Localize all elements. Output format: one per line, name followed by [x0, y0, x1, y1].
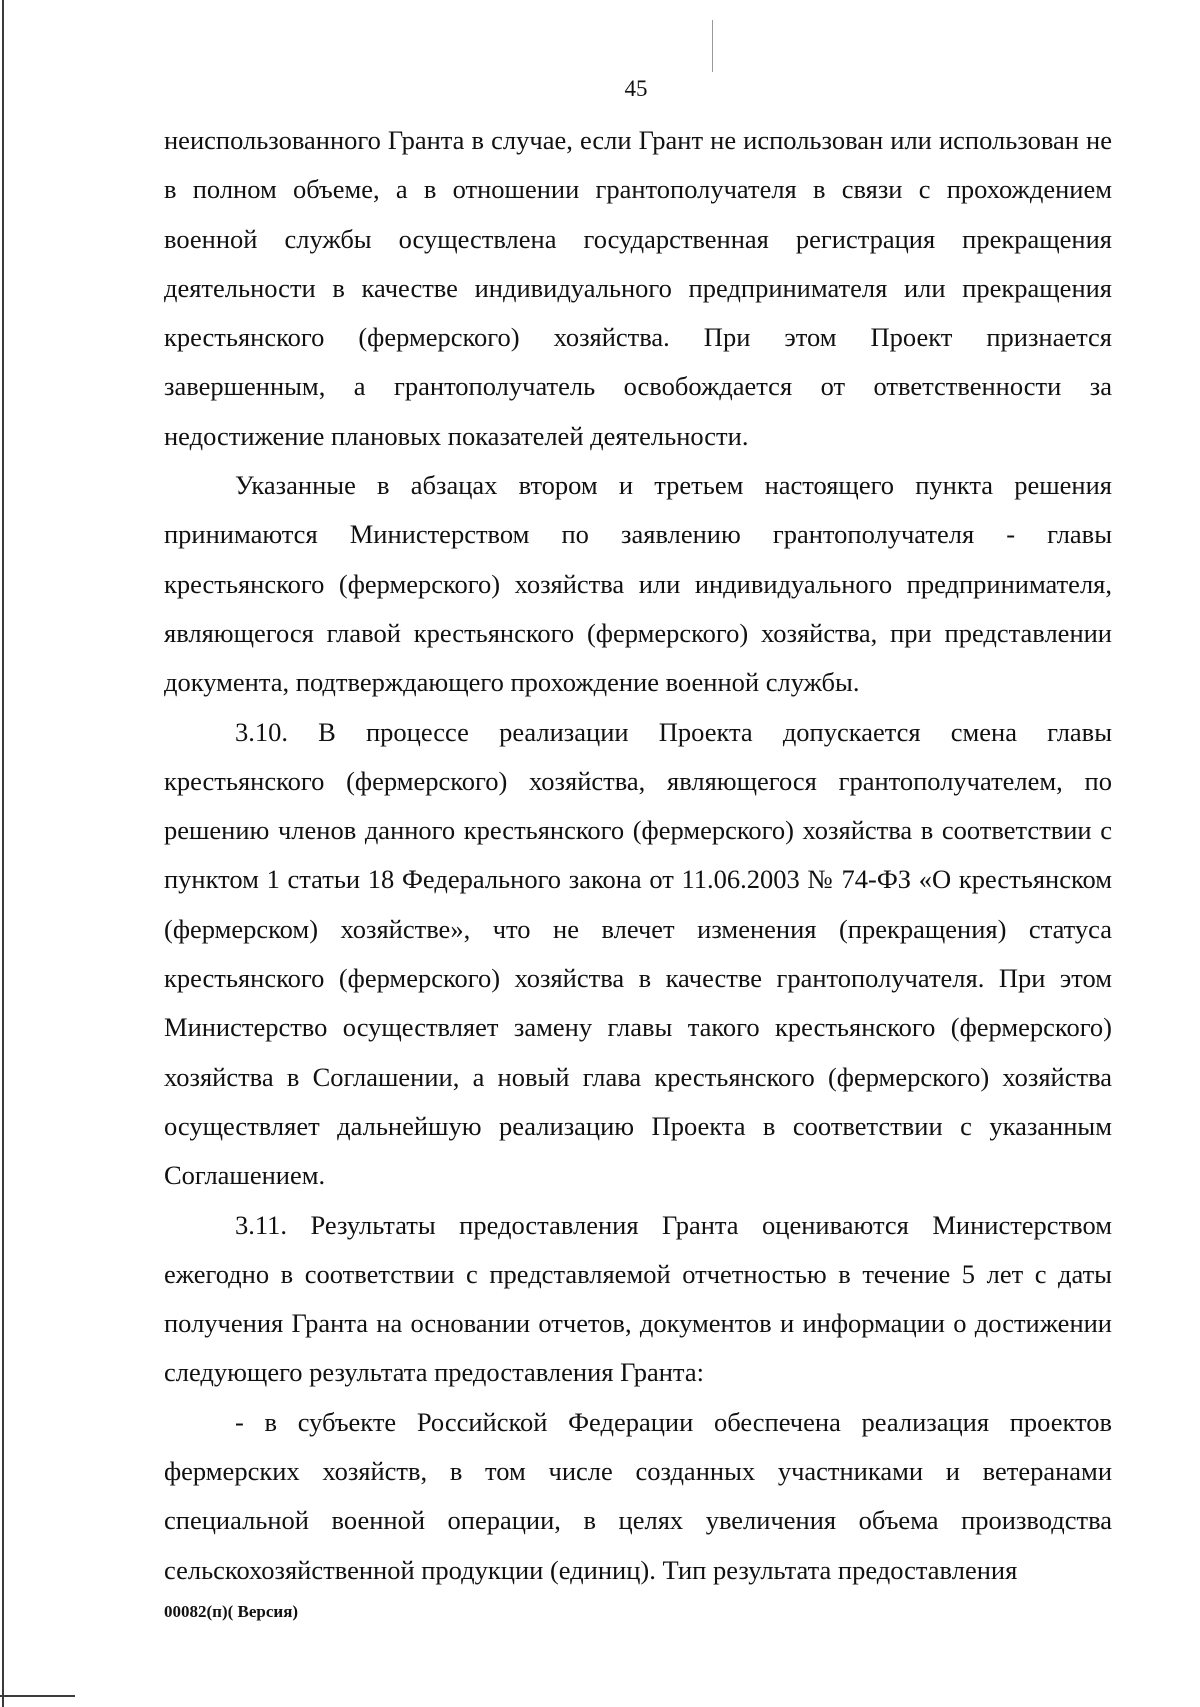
paragraph: Указанные в абзацах втором и третьем настоящего пункта решения принимаются Министерством по заявлению грантополучателя - главы крестьянского (фермерского) хозяйства или индивидуального предпринимателя, являющегося главой крестьянского (фермерского) хозяйства, при представлении документа, подтверждающего прохождение военной службы. — [164, 470, 1112, 698]
scan-edge-line — [2, 0, 4, 1707]
document-body — [164, 116, 1112, 1595]
paragraph-continuation: неиспользованного Гранта в случае, если Грант не использован или использован не в полном объеме, а в отношении грантополучателя в связи с прохождением военной службы осуществлена государственная регистрация прекращения деятельности в качестве индивидуального предпринимателя или прекращения крестьянского (фермерского) хозяйства. При этом Проект признается завершенным, а грантополучатель освобождается от ответственности за недостижение плановых показателей деятельности. — [164, 125, 1112, 451]
paragraph-3-11: 3.11. Результаты предоставления Гранта оцениваются Министерством ежегодно в соответствии с представляемой отчетностью в течение 5 лет с даты получения Гранта на основании отчетов, документов и информации о достижении следующего результата предоставления Гранта: — [164, 1209, 1112, 1388]
page-number: 45 — [624, 76, 648, 101]
scan-artifact-line — [712, 20, 713, 72]
footer-document-code: 00082(п)( Версия) — [164, 1602, 299, 1621]
list-item: - в субъекте Российской Федерации обеспечена реализация проектов фермерских хозяйств, в том числе созданных участниками и ветеранами специальной военной операции, в целях увеличения объема производства сельскохозяйственной продукции (единиц). Тип результата предоставления — [164, 1406, 1112, 1585]
paragraph-3-10: 3.10. В процессе реализации Проекта допускается смена главы крестьянского (фермерского) хозяйства, являющегося грантополучателем, по решению членов данного крестьянского (фермерского) хозяйства в соответствии с пунктом 1 статьи 18 Федерального закона от 11.06.2003 № 74-ФЗ «О крестьянском (фермерском) хозяйстве», что не влечет изменения (прекращения) статуса крестьянского (фермерского) хозяйства в качестве грантополучателя. При этом Министерство осуществляет замену главы такого крестьянского (фермерского) хозяйства в Соглашении, а новый глава крестьянского (фермерского) хозяйства осуществляет дальнейшую реализацию Проекта в соответствии с указанным Соглашением. — [164, 716, 1112, 1191]
scan-bottom-line — [0, 1695, 75, 1697]
